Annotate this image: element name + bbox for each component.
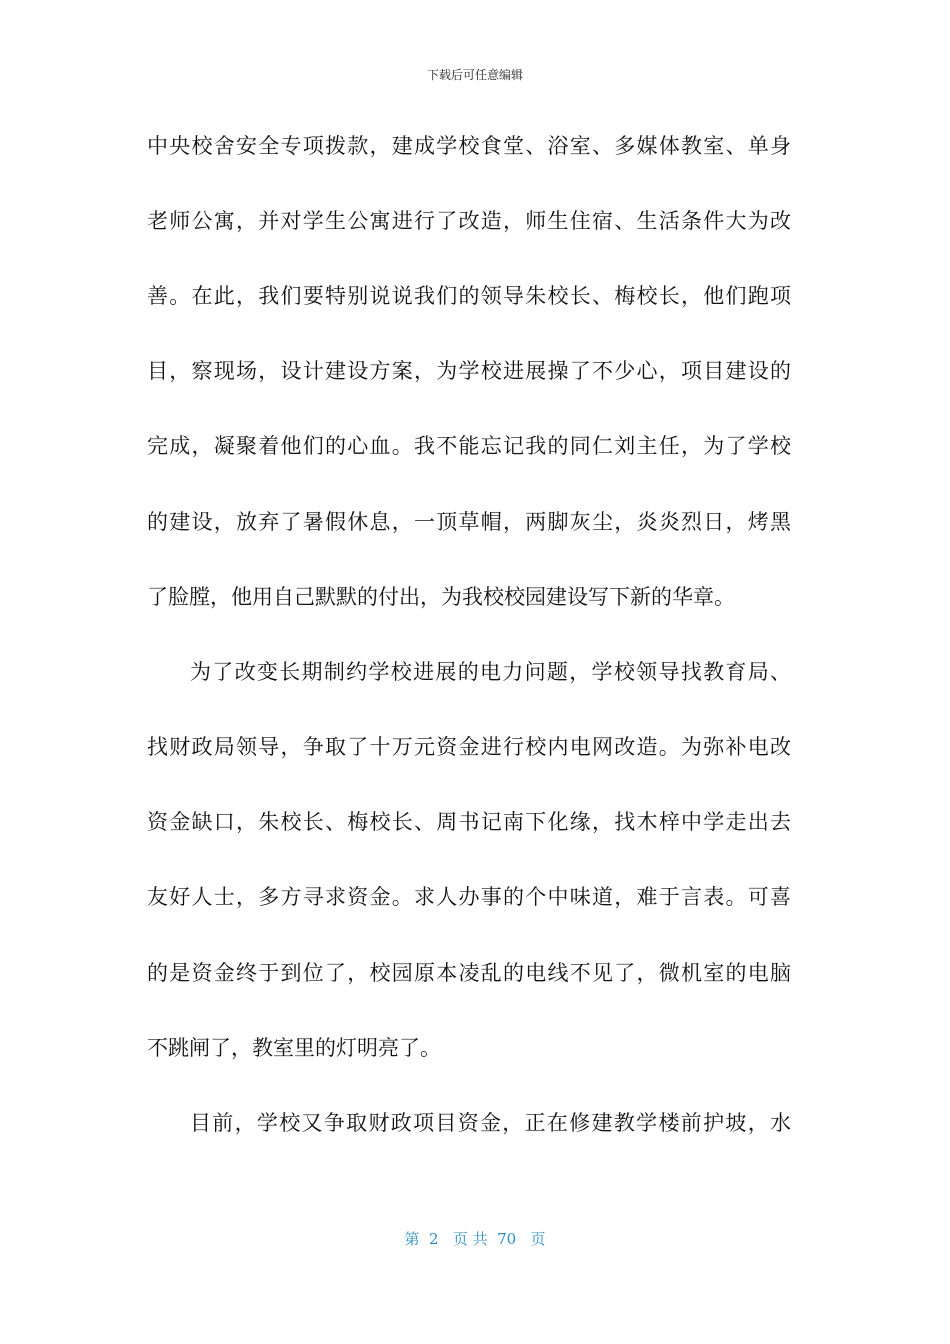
paragraph-2-line-2: 找财政局领导，争取了十万元资金进行校内电网改造。为弥补电改 [147, 735, 791, 759]
paragraph-2-line-5: 的是资金终于到位了，校园原本凌乱的电线不见了，微机室的电脑 [147, 961, 791, 985]
paragraph-3-line-1: 目前，学校又争取财政项目资金，正在修建教学楼前护坡，水 [190, 1111, 791, 1135]
paragraph-1-line-2: 老师公寓，并对学生公寓进行了改造，师生住宿、生活条件大为改 [147, 209, 791, 233]
paragraph-2-line-4: 友好人士，多方寻求资金。求人办事的个中味道，难于言表。可喜 [147, 885, 791, 909]
paragraph-1-line-3: 善。在此，我们要特别说说我们的领导朱校长、梅校长，他们跑项 [147, 284, 791, 308]
page-footer: 第 2 页 共 70 页 [404, 1230, 546, 1248]
paragraph-1-line-4: 目，察现场，设计建设方案，为学校进展操了不少心，项目建设的 [147, 359, 791, 383]
paragraph-1-line-7: 了脸膛，他用自己默默的付出，为我校校园建设写下新的华章。 [147, 585, 735, 609]
paragraph-1-line-5: 完成，凝聚着他们的心血。我不能忘记我的同仁刘主任，为了学校 [147, 434, 791, 458]
paragraph-2-line-3: 资金缺口，朱校长、梅校长、周书记南下化缘，找木梓中学走出去 [147, 810, 791, 834]
paragraph-1-line-6: 的建设，放弃了暑假休息，一顶草帽，两脚灰尘，炎炎烈日，烤黑 [147, 510, 791, 534]
paragraph-2-line-1: 为了改变长期制约学校进展的电力问题，学校领导找教育局、 [190, 660, 791, 684]
page-header: 下载后可任意编辑 [426, 68, 523, 82]
paragraph-2-line-6: 不跳闸了，教室里的灯明亮了。 [147, 1036, 441, 1060]
paragraph-1-line-1: 中央校舍安全专项拨款，建成学校食堂、浴室、多媒体教室、单身 [147, 134, 791, 158]
